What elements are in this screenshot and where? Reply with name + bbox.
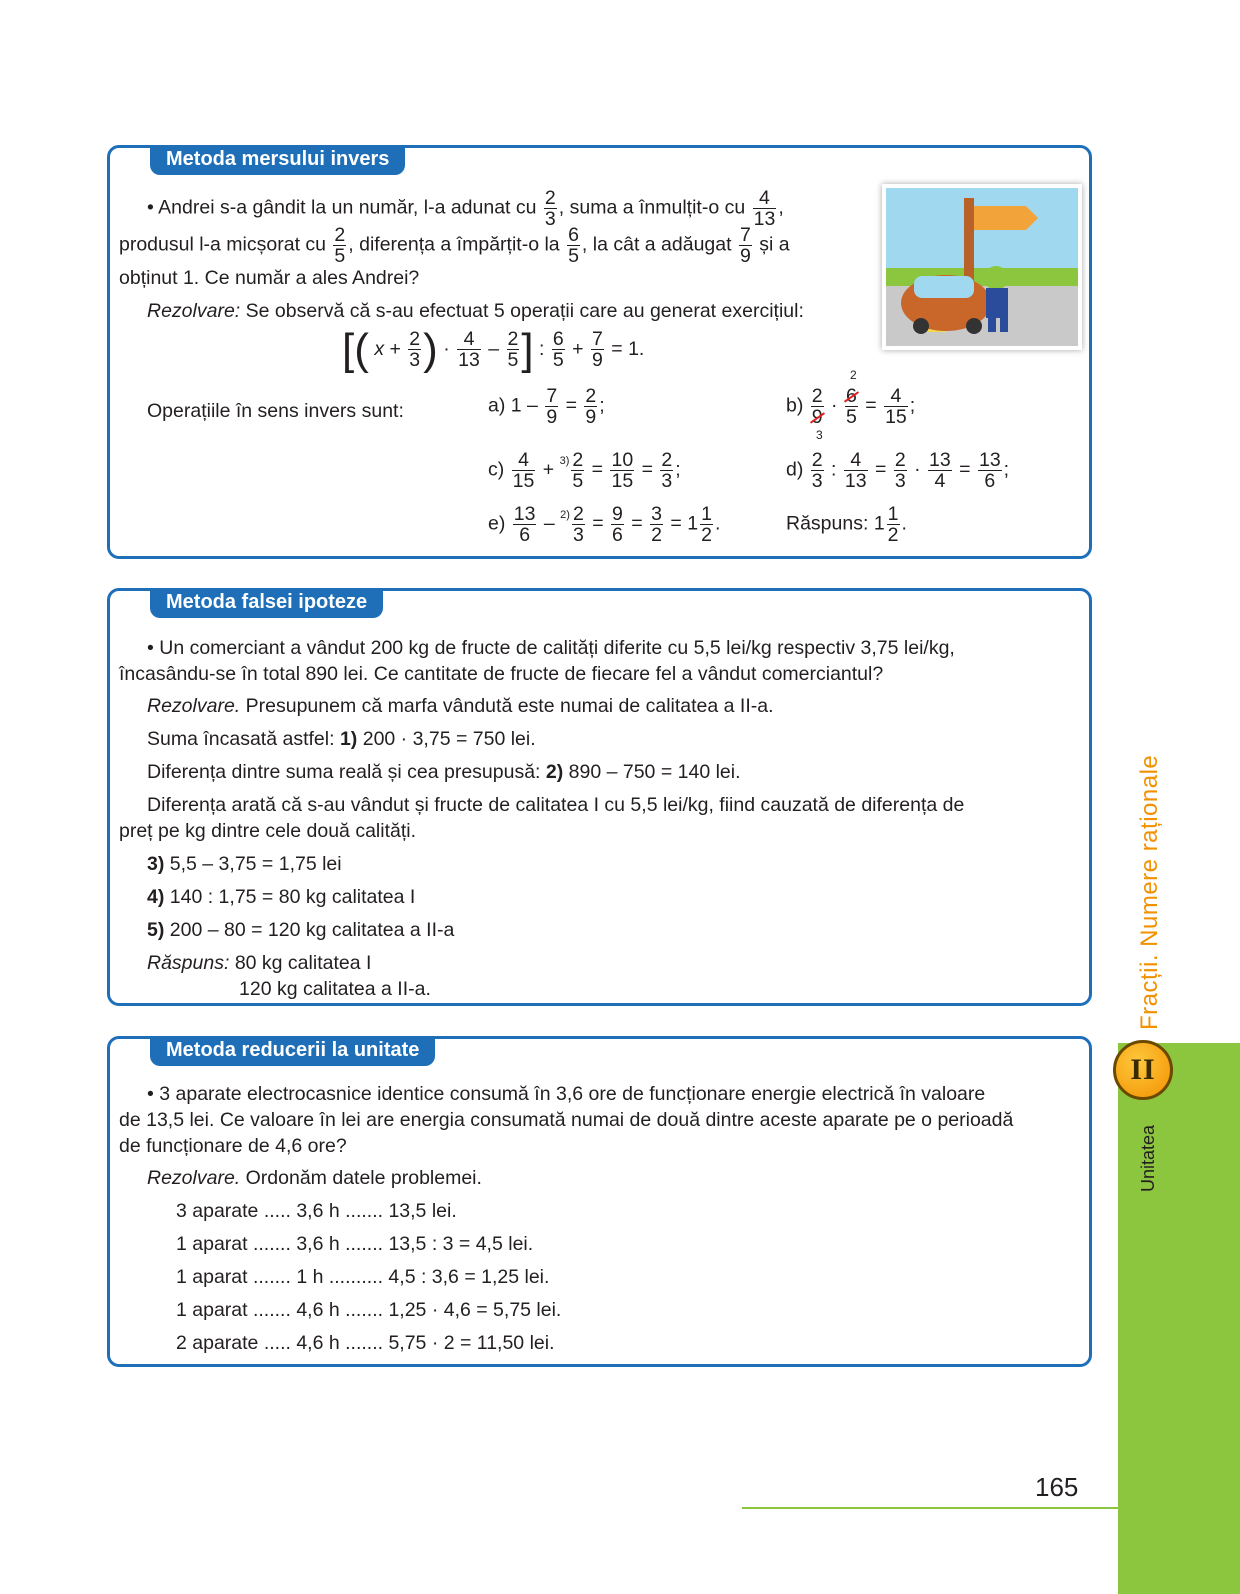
problem-text: • Un comerciant a vândut 200 kg de fructe de calități diferite cu 5,5 lei/kg respectiv 3,75 lei/kg, bbox=[147, 637, 955, 659]
resolution-text: Ordonăm datele problemei. bbox=[245, 1167, 482, 1189]
data-row: 3 aparate ..... 3,6 h ....... 13,5 lei. bbox=[176, 1200, 457, 1222]
fraction: $\frac{7}{9}$ bbox=[739, 224, 751, 267]
step-2: Diferența dintre suma reală și cea presupusă: 2) 890 – 750 = 140 lei. bbox=[147, 761, 741, 783]
problem-text: • 3 aparate electrocasnice identice consumă în 3,6 ore de funcționare energie electrică în valoare bbox=[147, 1083, 986, 1105]
fraction: $\frac{2}{3}$ bbox=[544, 187, 556, 230]
problem-text: produsul l-a micșorat cu bbox=[119, 233, 326, 256]
car-sign-image bbox=[886, 188, 1078, 346]
unit-label: Unitatea bbox=[1138, 1124, 1158, 1192]
problem-text: de 13,5 lei. Ce valoare în lei are energia consumată numai de două dintre aceste aparate pe o perioadă bbox=[119, 1109, 1014, 1131]
unit-number: II bbox=[1130, 1053, 1156, 1086]
data-row: 1 aparat ....... 1 h .......... 4,5 : 3,6 = 1,25 lei. bbox=[176, 1266, 550, 1288]
answer: Răspuns: 80 kg calitatea I bbox=[147, 952, 372, 974]
problem-text: , bbox=[778, 196, 784, 219]
explanation: Diferența arată că s-au vândut și fructe de calitatea I cu 5,5 lei/kg, fiind cauzată de diferența de bbox=[147, 794, 965, 816]
data-row: 2 aparate ..... 4,6 h ....... 5,75 · 2 = 11,50 lei. bbox=[176, 1332, 555, 1354]
resolution-text: Presupunem că marfa vândută este numai de calitatea a II-a. bbox=[245, 695, 774, 717]
box-title: Metoda mersului invers bbox=[150, 145, 405, 175]
explanation: preț pe kg dintre cele două calități. bbox=[119, 820, 417, 842]
main-equation: [( x + $\frac{2}{3}$ ) · $\frac{4}{13}$ – $\frac{2}{5}$ ] : $\frac{6}{5}$ + $\frac{7}{9}$ = 1. bbox=[342, 324, 645, 374]
box-title: Metoda falsei ipoteze bbox=[150, 588, 383, 618]
op-e: e) $\frac{13}{6}$ – $^{2)}$ $\frac{2}{3}$ = $\frac{9}{6}$ = $\frac{3}{2}$ = 1 $\frac{1}{2}$ . bbox=[488, 503, 721, 546]
data-row: 1 aparat ....... 3,6 h ....... 13,5 : 3 = 4,5 lei. bbox=[176, 1233, 534, 1255]
op-c: c) $\frac{4}{15}$ + $^{3)}$ $\frac{2}{5}$ = $\frac{10}{15}$ = $\frac{2}{3}$ ; bbox=[488, 449, 681, 492]
resolution-text: Se observă că s-au efectuat 5 operații care au generat exercițiul: bbox=[245, 300, 804, 322]
resolution-label: Rezolvare: bbox=[147, 300, 241, 322]
side-bar bbox=[1118, 1043, 1240, 1594]
data-row: 1 aparat ....... 4,6 h ....... 1,25 · 4,6 = 5,75 lei. bbox=[176, 1299, 562, 1321]
fraction: $\frac{6}{5}$ bbox=[568, 224, 579, 267]
simplify-mark: 3 bbox=[816, 428, 823, 442]
footer-line bbox=[742, 1507, 1118, 1509]
ops-label: Operațiile în sens invers sunt: bbox=[147, 400, 404, 422]
box-title: Metoda reducerii la unitate bbox=[150, 1036, 435, 1066]
step-3: 3) 5,5 – 3,75 = 1,75 lei bbox=[147, 853, 342, 875]
method-box-unit-reduction bbox=[107, 1036, 1092, 1367]
op-b: b) $\frac{2}{9}$ · $\frac{6}{5}$ = $\frac{4}{15}$ ; bbox=[786, 385, 916, 428]
illustration-car-sign bbox=[882, 184, 1082, 350]
problem-text: și a bbox=[759, 233, 790, 256]
op-d: d) $\frac{2}{3}$ : $\frac{4}{13}$ = $\frac{2}{3}$ · $\frac{13}{4}$ = $\frac{13}{6}$ ; bbox=[786, 449, 1010, 492]
fraction: $\frac{2}{5}$ bbox=[334, 224, 346, 267]
step-5: 5) 200 – 80 = 120 kg calitatea a II-a bbox=[147, 919, 455, 941]
answer-line: 120 kg calitatea a II-a. bbox=[239, 978, 431, 1000]
op-a: a) 1 – $\frac{7}{9}$ = $\frac{2}{9}$ ; bbox=[488, 385, 605, 428]
problem-text: , suma a înmulțit-o cu bbox=[558, 196, 746, 219]
unit-badge bbox=[1113, 1040, 1173, 1100]
fraction: $\frac{4}{13}$ bbox=[753, 187, 776, 230]
problem-text: de funcționare de 4,6 ore? bbox=[119, 1135, 347, 1157]
problem-text: , la cât a adăugat bbox=[581, 233, 732, 256]
problem-text: încasându-se în total 890 lei. Ce cantitate de fructe de fiecare fel a vândut comerciantul? bbox=[119, 663, 884, 685]
chapter-title: Fracții. Numere raționale bbox=[1136, 754, 1163, 1030]
problem-text: • Andrei s-a gândit la un număr, l-a adunat cu bbox=[147, 196, 537, 219]
answer: Răspuns: 1 $\frac{1}{2}$ . bbox=[786, 503, 907, 546]
problem-text: obținut 1. Ce număr a ales Andrei? bbox=[119, 267, 420, 289]
step-4: 4) 140 : 1,75 = 80 kg calitatea I bbox=[147, 886, 416, 908]
method-box-false-hypothesis bbox=[107, 588, 1092, 1006]
resolution-label: Rezolvare. bbox=[147, 1167, 241, 1189]
method-box-inverse bbox=[107, 145, 1092, 559]
page-number: 165 bbox=[1035, 1472, 1079, 1502]
step-1: Suma încasată astfel: 1) 200 · 3,75 = 750 lei. bbox=[147, 728, 536, 750]
resolution-label: Rezolvare. bbox=[147, 695, 241, 717]
simplify-mark: 2 bbox=[850, 368, 857, 382]
problem-text: , diferența a împărțit-o la bbox=[348, 233, 560, 256]
